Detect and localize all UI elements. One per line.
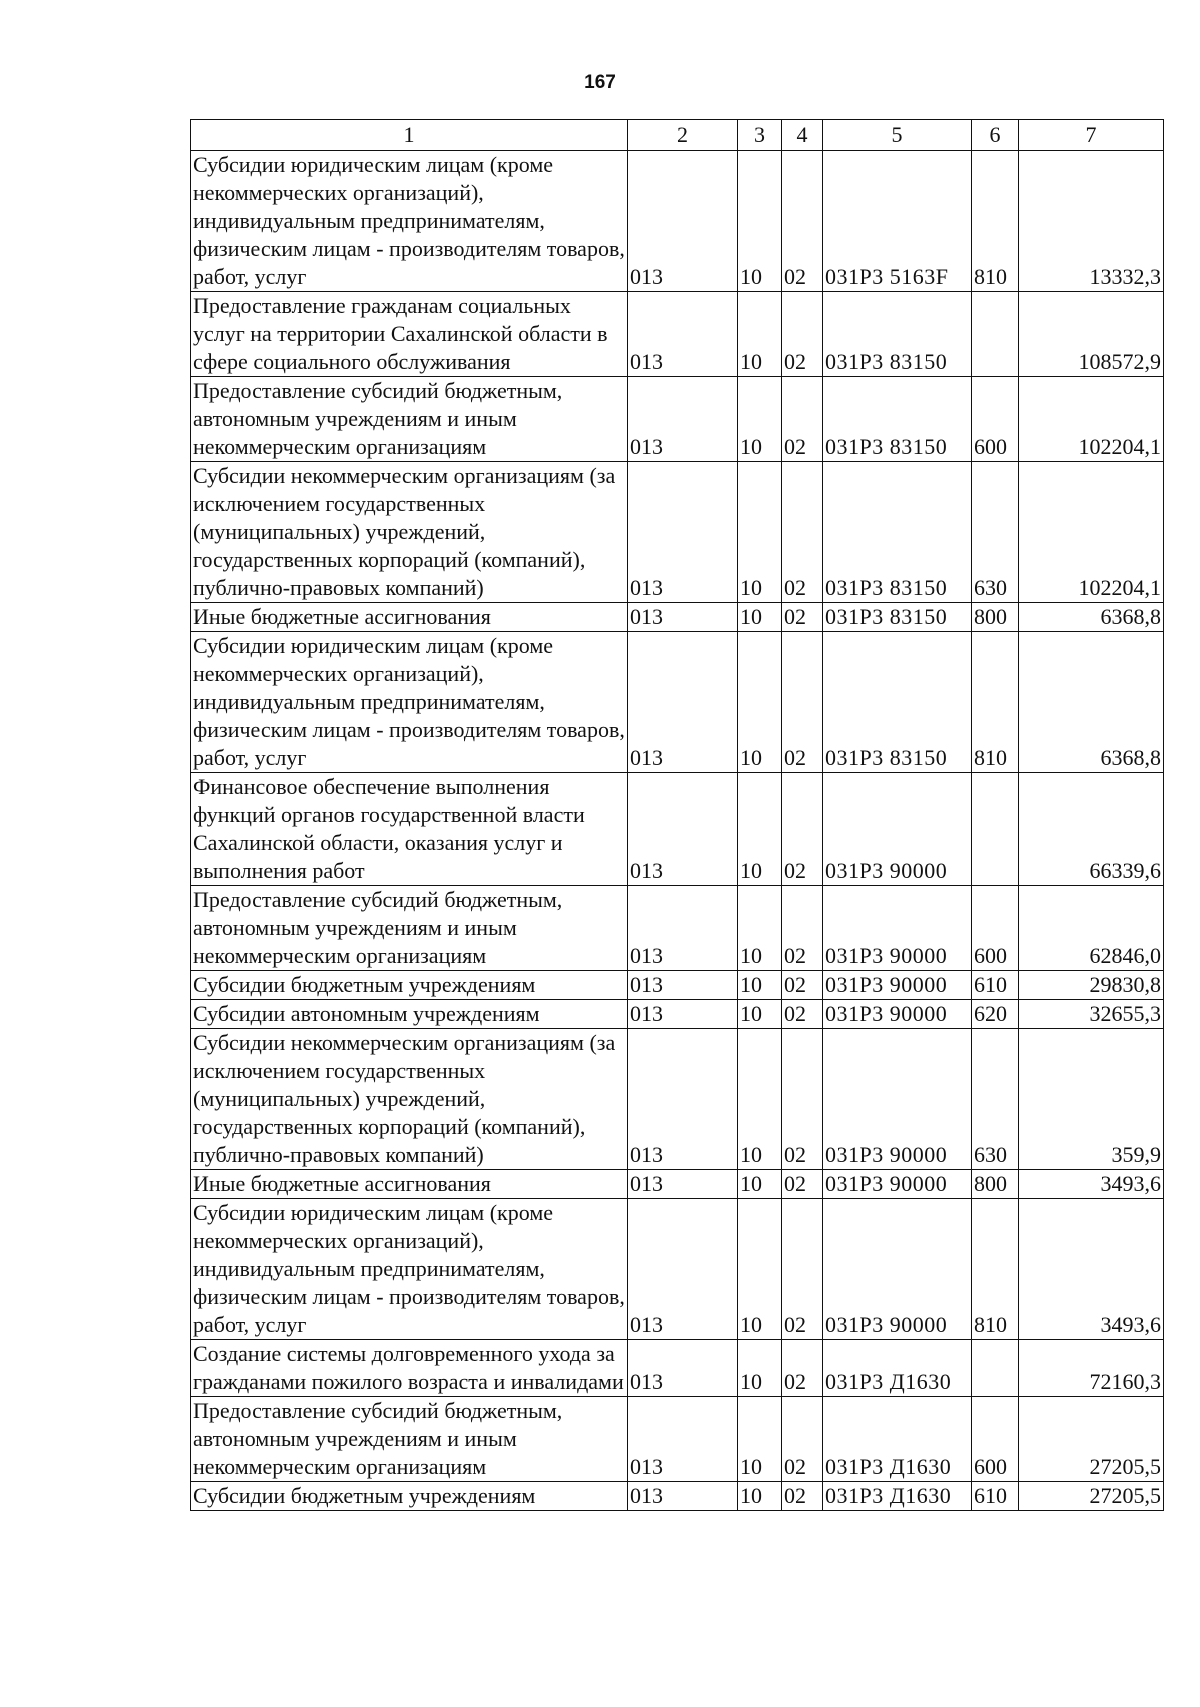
- amount-cell: 102204,1: [1019, 377, 1164, 462]
- subsection-code-cell: 02: [782, 886, 823, 971]
- expense-type-cell: 630: [972, 1029, 1019, 1170]
- target-article-cell: 031Р3 83150: [823, 632, 972, 773]
- expense-type-cell: 800: [972, 603, 1019, 632]
- expense-type-cell: 600: [972, 886, 1019, 971]
- subsection-code-cell: 02: [782, 462, 823, 603]
- expense-type-cell: 810: [972, 632, 1019, 773]
- amount-cell: 13332,3: [1019, 151, 1164, 292]
- column-header: 6: [972, 120, 1019, 151]
- table-row: [191, 773, 1164, 886]
- column-header: 3: [738, 120, 782, 151]
- section-code-cell: 10: [738, 886, 782, 971]
- target-article-cell: 031Р3 5163F: [823, 151, 972, 292]
- target-article-cell: 031Р3 83150: [823, 292, 972, 377]
- section-code-cell: 10: [738, 292, 782, 377]
- table-row: [191, 1199, 1164, 1340]
- subsection-code-cell: 02: [782, 632, 823, 773]
- expense-type-cell: [972, 292, 1019, 377]
- table-header-row: [191, 120, 1164, 151]
- amount-cell: 27205,5: [1019, 1482, 1164, 1511]
- column-header: 2: [628, 120, 738, 151]
- column-header: 5: [823, 120, 972, 151]
- subsection-code-cell: 02: [782, 1340, 823, 1397]
- table-row: [191, 292, 1164, 377]
- target-article-cell: 031Р3 83150: [823, 377, 972, 462]
- target-article-cell: 031Р3 90000: [823, 886, 972, 971]
- table-row: [191, 1482, 1164, 1511]
- expense-type-cell: 610: [972, 971, 1019, 1000]
- expense-type-cell: [972, 1340, 1019, 1397]
- ministry-code-cell: 013: [628, 603, 738, 632]
- row-name-cell: Предоставление субсидий бюджетным, автономным учреждениям и иным некоммерческим организациям: [191, 1397, 628, 1482]
- target-article-cell: 031Р3 Д1630: [823, 1482, 972, 1511]
- expense-type-cell: 620: [972, 1000, 1019, 1029]
- amount-cell: 359,9: [1019, 1029, 1164, 1170]
- row-name-cell: Создание системы долговременного ухода за гражданами пожилого возраста и инвалидами: [191, 1340, 628, 1397]
- section-code-cell: 10: [738, 377, 782, 462]
- subsection-code-cell: 02: [782, 1029, 823, 1170]
- row-name-cell: Субсидии некоммерческим организациям (за исключением государственных (муниципальных) учреждений, государственных корпораций (компаний), публично-правовых компаний): [191, 462, 628, 603]
- target-article-cell: 031Р3 90000: [823, 773, 972, 886]
- target-article-cell: 031Р3 90000: [823, 1000, 972, 1029]
- expense-type-cell: 600: [972, 1397, 1019, 1482]
- amount-cell: 62846,0: [1019, 886, 1164, 971]
- page-number: 167: [584, 72, 616, 93]
- expense-type-cell: 810: [972, 151, 1019, 292]
- subsection-code-cell: 02: [782, 292, 823, 377]
- column-header: 7: [1019, 120, 1164, 151]
- section-code-cell: 10: [738, 632, 782, 773]
- section-code-cell: 10: [738, 1340, 782, 1397]
- expense-type-cell: 810: [972, 1199, 1019, 1340]
- section-code-cell: 10: [738, 151, 782, 292]
- ministry-code-cell: 013: [628, 886, 738, 971]
- target-article-cell: 031Р3 Д1630: [823, 1397, 972, 1482]
- row-name-cell: Предоставление субсидий бюджетным, автономным учреждениям и иным некоммерческим организациям: [191, 377, 628, 462]
- amount-cell: 66339,6: [1019, 773, 1164, 886]
- subsection-code-cell: 02: [782, 377, 823, 462]
- amount-cell: 6368,8: [1019, 632, 1164, 773]
- table-row: [191, 971, 1164, 1000]
- section-code-cell: 10: [738, 1029, 782, 1170]
- amount-cell: 3493,6: [1019, 1170, 1164, 1199]
- row-name-cell: Субсидии автономным учреждениям: [191, 1000, 628, 1029]
- table-row: [191, 886, 1164, 971]
- amount-cell: 32655,3: [1019, 1000, 1164, 1029]
- amount-cell: 72160,3: [1019, 1340, 1164, 1397]
- section-code-cell: 10: [738, 1482, 782, 1511]
- subsection-code-cell: 02: [782, 971, 823, 1000]
- ministry-code-cell: 013: [628, 1170, 738, 1199]
- row-name-cell: Иные бюджетные ассигнования: [191, 1170, 628, 1199]
- row-name-cell: Субсидии бюджетным учреждениям: [191, 971, 628, 1000]
- row-name-cell: Субсидии юридическим лицам (кроме некоммерческих организаций), индивидуальным предпринимателям, физическим лицам - производителям товаров, работ, услуг: [191, 151, 628, 292]
- expense-type-cell: [972, 773, 1019, 886]
- expense-type-cell: 610: [972, 1482, 1019, 1511]
- table-row: [191, 151, 1164, 292]
- expense-type-cell: 630: [972, 462, 1019, 603]
- ministry-code-cell: 013: [628, 1029, 738, 1170]
- table-row: [191, 1170, 1164, 1199]
- column-header: 4: [782, 120, 823, 151]
- budget-table: [190, 119, 1164, 1511]
- table-row: [191, 1029, 1164, 1170]
- expense-type-cell: 600: [972, 377, 1019, 462]
- section-code-cell: 10: [738, 1170, 782, 1199]
- subsection-code-cell: 02: [782, 773, 823, 886]
- target-article-cell: 031Р3 90000: [823, 1170, 972, 1199]
- table-row: [191, 462, 1164, 603]
- row-name-cell: Иные бюджетные ассигнования: [191, 603, 628, 632]
- row-name-cell: Субсидии юридическим лицам (кроме некоммерческих организаций), индивидуальным предпринимателям, физическим лицам - производителям товаров, работ, услуг: [191, 1199, 628, 1340]
- target-article-cell: 031Р3 90000: [823, 1029, 972, 1170]
- ministry-code-cell: 013: [628, 1199, 738, 1340]
- ministry-code-cell: 013: [628, 773, 738, 886]
- row-name-cell: Предоставление субсидий бюджетным, автономным учреждениям и иным некоммерческим организациям: [191, 886, 628, 971]
- row-name-cell: Субсидии юридическим лицам (кроме некоммерческих организаций), индивидуальным предпринимателям, физическим лицам - производителям товаров, работ, услуг: [191, 632, 628, 773]
- ministry-code-cell: 013: [628, 1397, 738, 1482]
- table-row: [191, 377, 1164, 462]
- row-name-cell: Субсидии некоммерческим организациям (за исключением государственных (муниципальных) учреждений, государственных корпораций (компаний), публично-правовых компаний): [191, 1029, 628, 1170]
- target-article-cell: 031Р3 90000: [823, 971, 972, 1000]
- expense-type-cell: 800: [972, 1170, 1019, 1199]
- amount-cell: 6368,8: [1019, 603, 1164, 632]
- ministry-code-cell: 013: [628, 462, 738, 603]
- amount-cell: 108572,9: [1019, 292, 1164, 377]
- table-row: [191, 1397, 1164, 1482]
- subsection-code-cell: 02: [782, 151, 823, 292]
- subsection-code-cell: 02: [782, 1000, 823, 1029]
- amount-cell: 3493,6: [1019, 1199, 1164, 1340]
- section-code-cell: 10: [738, 971, 782, 1000]
- section-code-cell: 10: [738, 1397, 782, 1482]
- ministry-code-cell: 013: [628, 971, 738, 1000]
- target-article-cell: 031Р3 90000: [823, 1199, 972, 1340]
- ministry-code-cell: 013: [628, 632, 738, 773]
- table-row: [191, 632, 1164, 773]
- section-code-cell: 10: [738, 462, 782, 603]
- row-name-cell: Субсидии бюджетным учреждениям: [191, 1482, 628, 1511]
- target-article-cell: 031Р3 83150: [823, 603, 972, 632]
- column-header: 1: [191, 120, 628, 151]
- section-code-cell: 10: [738, 603, 782, 632]
- table-row: [191, 1340, 1164, 1397]
- ministry-code-cell: 013: [628, 1482, 738, 1511]
- row-name-cell: Предоставление гражданам социальных услуг на территории Сахалинской области в сфере социального обслуживания: [191, 292, 628, 377]
- section-code-cell: 10: [738, 1000, 782, 1029]
- table-row: [191, 603, 1164, 632]
- subsection-code-cell: 02: [782, 603, 823, 632]
- amount-cell: 27205,5: [1019, 1397, 1164, 1482]
- ministry-code-cell: 013: [628, 1340, 738, 1397]
- subsection-code-cell: 02: [782, 1170, 823, 1199]
- subsection-code-cell: 02: [782, 1397, 823, 1482]
- table-row: [191, 1000, 1164, 1029]
- section-code-cell: 10: [738, 773, 782, 886]
- subsection-code-cell: 02: [782, 1199, 823, 1340]
- amount-cell: 29830,8: [1019, 971, 1164, 1000]
- ministry-code-cell: 013: [628, 292, 738, 377]
- ministry-code-cell: 013: [628, 377, 738, 462]
- target-article-cell: 031Р3 83150: [823, 462, 972, 603]
- ministry-code-cell: 013: [628, 1000, 738, 1029]
- subsection-code-cell: 02: [782, 1482, 823, 1511]
- section-code-cell: 10: [738, 1199, 782, 1340]
- target-article-cell: 031Р3 Д1630: [823, 1340, 972, 1397]
- row-name-cell: Финансовое обеспечение выполнения функций органов государственной власти Сахалинской области, оказания услуг и выполнения работ: [191, 773, 628, 886]
- amount-cell: 102204,1: [1019, 462, 1164, 603]
- ministry-code-cell: 013: [628, 151, 738, 292]
